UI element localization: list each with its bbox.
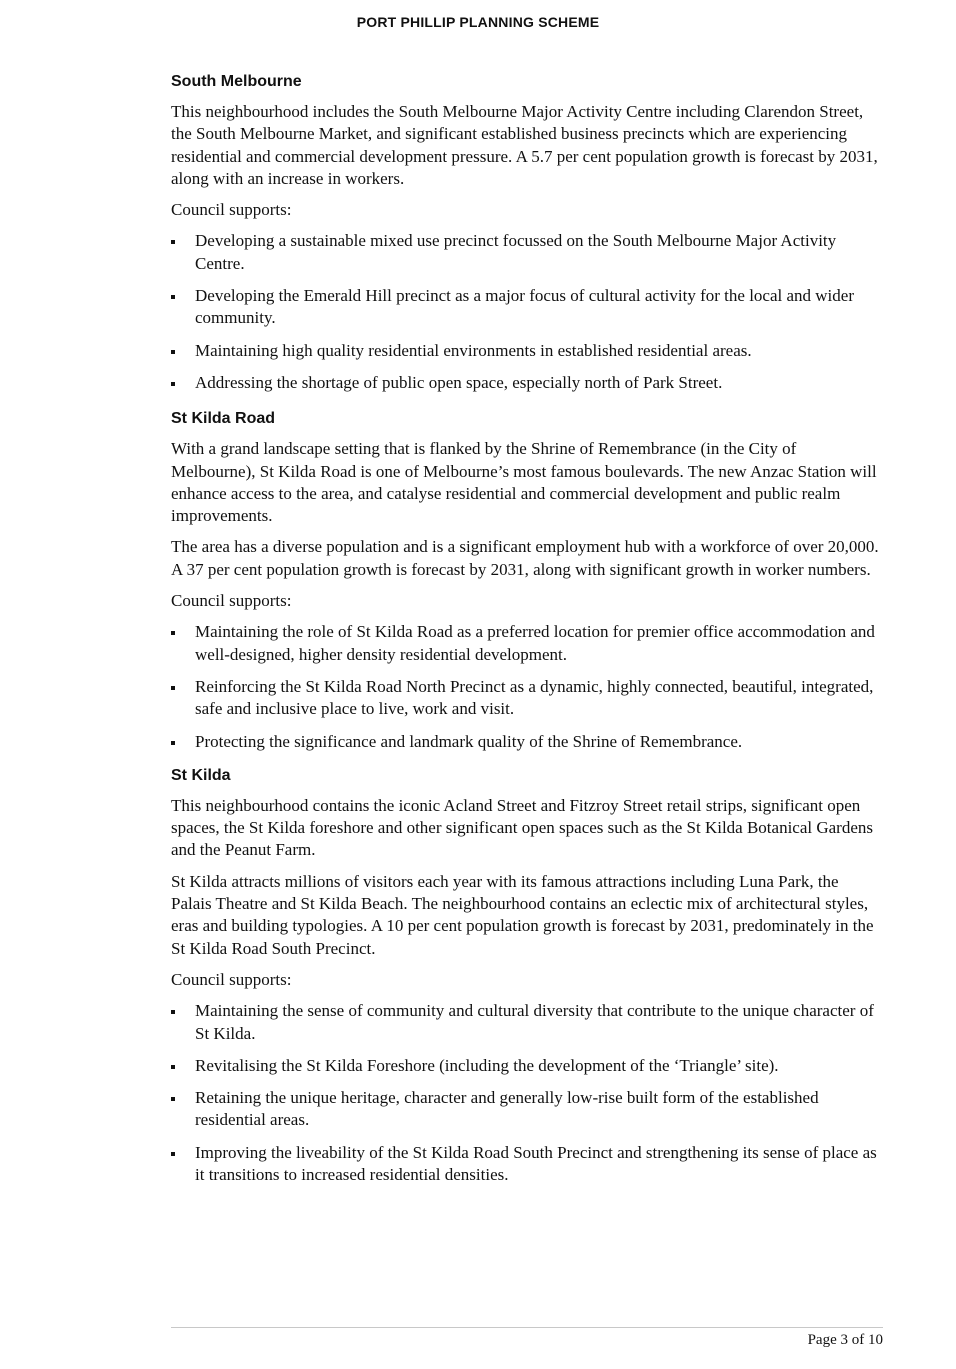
bullet-text: Developing the Emerald Hill precinct as a major focus of cultural activity for the local and wider community. <box>195 286 854 328</box>
section-st-kilda <box>171 766 883 1186</box>
document-body <box>171 72 883 1197</box>
bullet-text: Protecting the significance and landmark quality of the Shrine of Remembrance. <box>195 731 743 751</box>
bullet-item <box>171 731 883 753</box>
bullet-icon <box>171 1152 175 1156</box>
bullet-icon <box>171 741 175 745</box>
page-number: Page 3 of 10 <box>807 1332 883 1348</box>
bullet-item <box>171 285 883 330</box>
bullet-item <box>171 372 883 394</box>
paragraph: This neighbourhood contains the iconic Acland Street and Fitzroy Street retail strips, significant open spaces, the St Kilda foreshore and other significant open spaces such as the St Kilda Botanical Gardens and the Peanut Farm. <box>171 795 873 860</box>
paragraph: Council supports: <box>171 969 292 989</box>
bullet-icon <box>171 1065 175 1069</box>
paragraph: Council supports: <box>171 591 292 611</box>
bullet-item <box>171 1087 883 1132</box>
bullet-list <box>171 1000 883 1186</box>
bullet-text: Improving the liveability of the St Kilda Road South Precinct and strengthening its sense of place as it transitions to increased residential densities. <box>195 1142 877 1184</box>
bullet-icon <box>171 1010 175 1014</box>
document-header: PORT PHILLIP PLANNING SCHEME <box>356 14 600 30</box>
bullet-icon <box>171 631 175 635</box>
paragraph: This neighbourhood includes the South Melbourne Major Activity Centre including Clarendon Street, the South Melbourne Market, and significant established business precincts which are experiencing residential and commercial development pressure. A 5.7 per cent population growth is forecast by 2031, along with an increase in workers. <box>171 102 878 188</box>
bullet-icon <box>171 382 175 386</box>
bullet-item <box>171 621 883 666</box>
bullet-item <box>171 1055 883 1077</box>
bullet-list <box>171 230 883 394</box>
bullet-item <box>171 676 883 721</box>
bullet-icon <box>171 350 175 354</box>
bullet-list <box>171 621 883 752</box>
bullet-icon <box>171 686 175 690</box>
bullet-text: Retaining the unique heritage, character and generally low-rise built form of the established residential areas. <box>195 1088 819 1130</box>
footer-divider <box>171 1327 883 1328</box>
bullet-icon <box>171 1097 175 1101</box>
bullet-item <box>171 340 883 362</box>
bullet-text: Developing a sustainable mixed use precinct focussed on the South Melbourne Major Activity Centre. <box>195 231 837 273</box>
bullet-icon <box>171 295 175 299</box>
bullet-item <box>171 1142 883 1187</box>
paragraph: The area has a diverse population and is a significant employment hub with a workforce of over 20,000. A 37 per cent population growth is forecast by 2031, along with significant growth in worker numbers. <box>171 537 879 579</box>
bullet-text: Maintaining the sense of community and cultural diversity that contribute to the unique character of St Kilda. <box>195 1001 874 1043</box>
bullet-icon <box>171 240 175 244</box>
bullet-text: Revitalising the St Kilda Foreshore (including the development of the ‘Triangle’ site). <box>195 1055 779 1075</box>
bullet-item <box>171 230 883 275</box>
section-heading: St Kilda <box>171 766 231 784</box>
section-st-kilda-road <box>171 409 883 753</box>
bullet-text: Maintaining the role of St Kilda Road as a preferred location for premier office accommodation and well-designed, higher density residential development. <box>195 622 875 664</box>
bullet-text: Addressing the shortage of public open space, especially north of Park Street. <box>195 372 723 392</box>
section-heading: St Kilda Road <box>171 410 276 428</box>
paragraph: Council supports: <box>171 200 292 220</box>
bullet-text: Maintaining high quality residential environments in established residential areas. <box>195 340 752 360</box>
bullet-item <box>171 1000 883 1045</box>
paragraph: With a grand landscape setting that is flanked by the Shrine of Remembrance (in the City of Melbourne), St Kilda Road is one of Melbourne’s most famous boulevards. The new Anzac Station will enhance access to the area, and catalyse residential and commercial development and public realm improvements. <box>171 439 877 526</box>
section-south-melbourne <box>171 72 883 394</box>
bullet-text: Reinforcing the St Kilda Road North Precinct as a dynamic, highly connected, beautiful, integrated, safe and inclusive place to live, work and visit. <box>195 676 874 719</box>
paragraph: St Kilda attracts millions of visitors each year with its famous attractions including Luna Park, the Palais Theatre and St Kilda Beach. The neighbourhood contains an eclectic mix of architectural styles, eras and building typologies. A 10 per cent population growth is forecast by 2031, predominately in the St Kilda Road South Precinct. <box>171 871 874 958</box>
section-heading: South Melbourne <box>171 73 302 90</box>
